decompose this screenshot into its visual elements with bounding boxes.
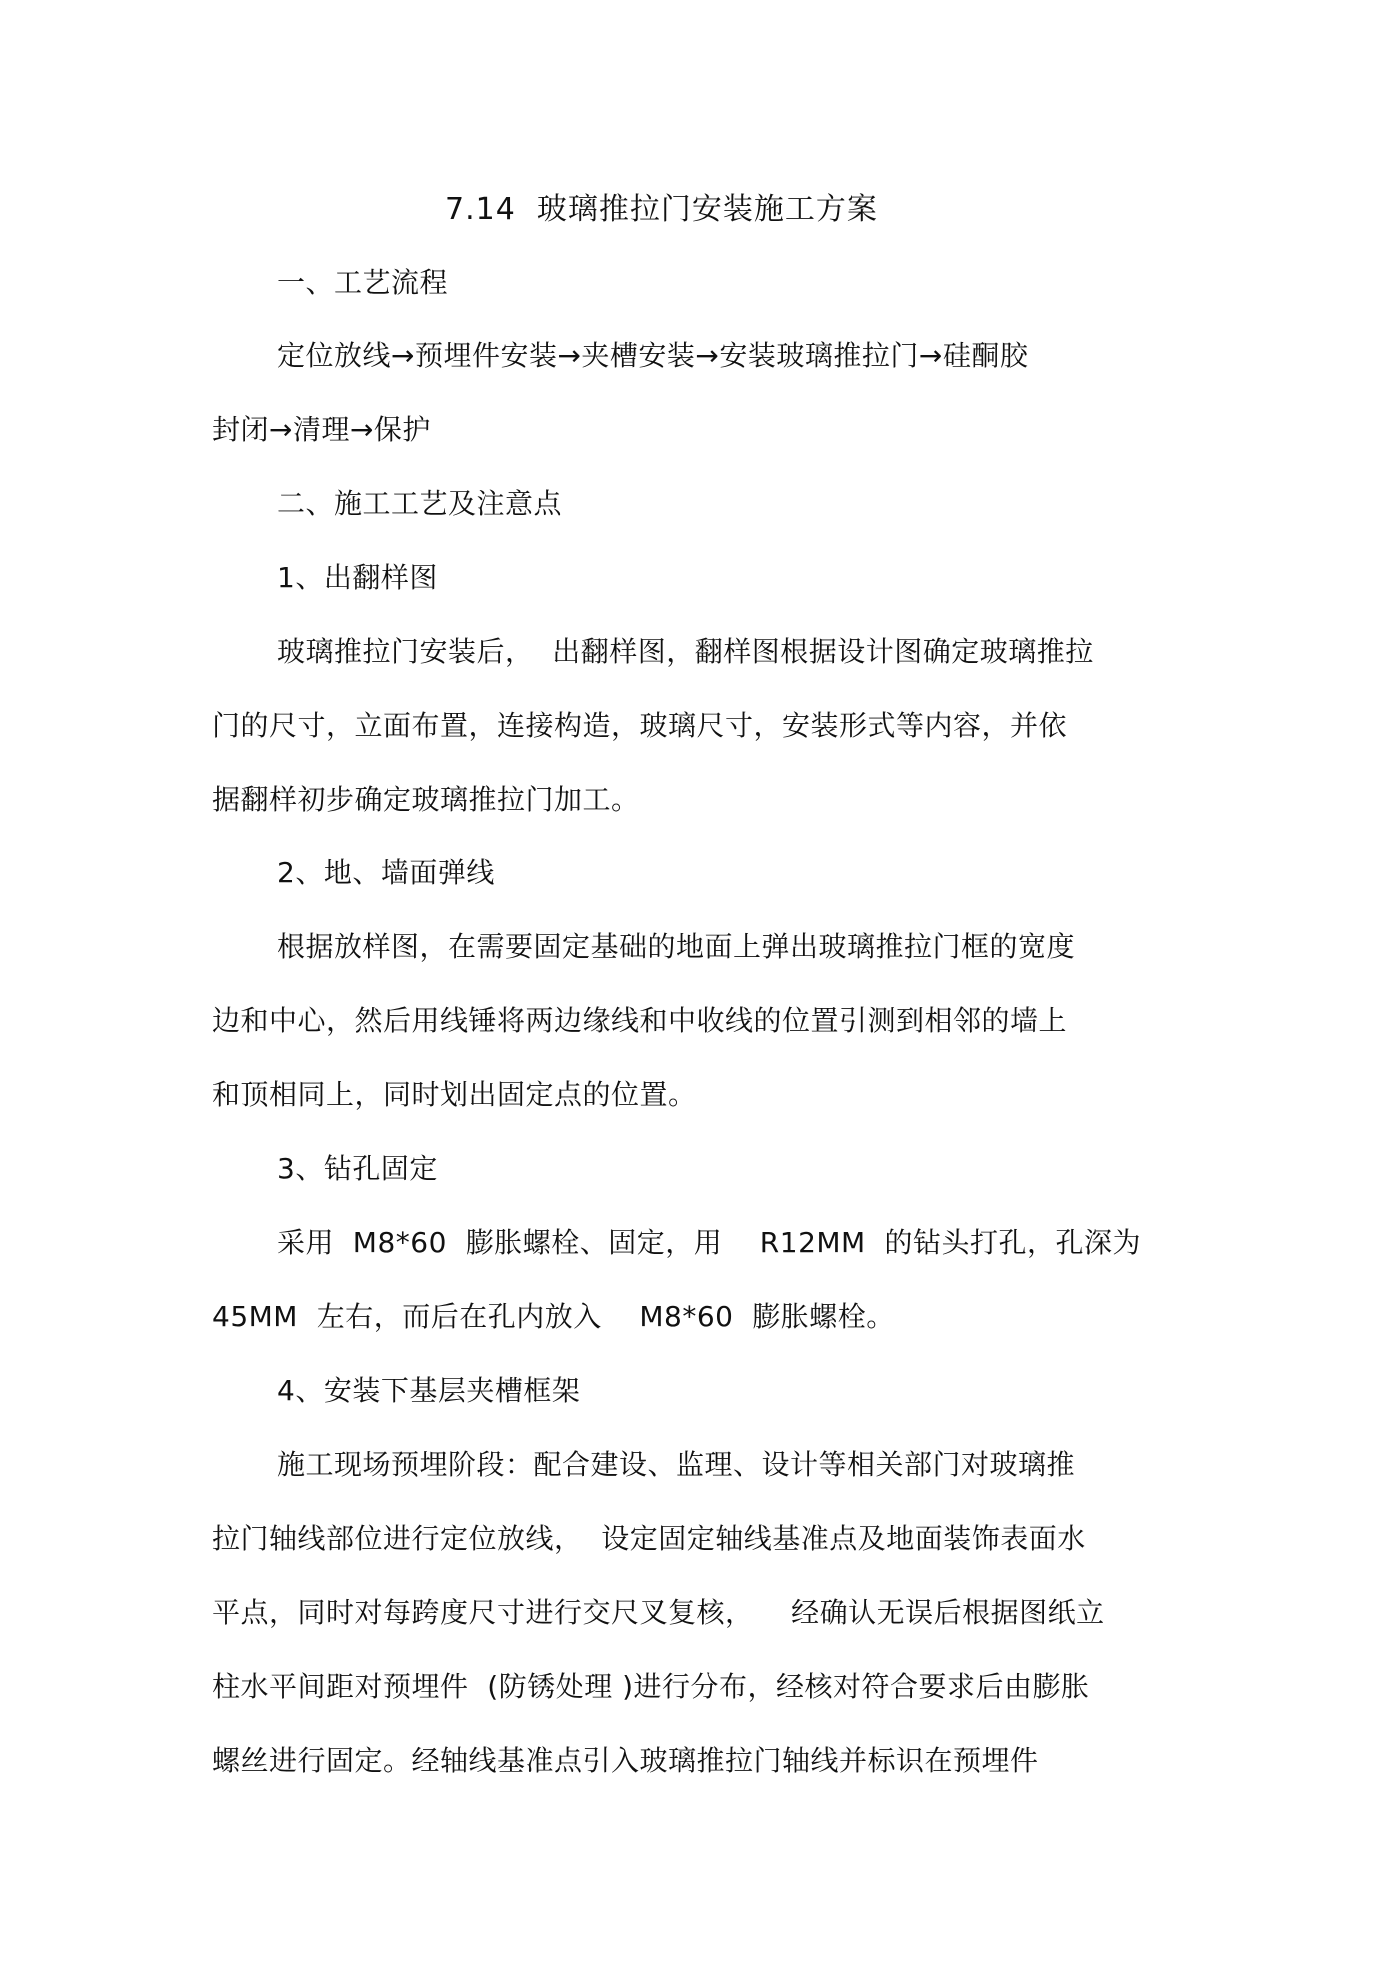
paragraph-line: 定位放线→预埋件安装→夹槽安装→安装玻璃推拉门→硅酮胶 bbox=[277, 339, 1029, 372]
paragraph-line: 拉门轴线部位进行定位放线， 设定固定轴线基准点及地面装饰表面水 bbox=[212, 1522, 1086, 1555]
paragraph-line: 采用 M8*60 膨胀螺栓、固定，用 R12MM 的钻头打孔，孔深为 bbox=[277, 1226, 1142, 1259]
section-heading-process: 一、工艺流程 bbox=[277, 266, 449, 299]
paragraph-line: 边和中心，然后用线锤将两边缘线和中收线的位置引测到相邻的墙上 bbox=[212, 1004, 1068, 1037]
paragraph-line: 玻璃推拉门安装后， 出翻样图，翻样图根据设计图确定玻璃推拉 bbox=[277, 635, 1094, 668]
paragraph-line: 45MM 左右，而后在孔内放入 M8*60 膨胀螺栓。 bbox=[212, 1300, 895, 1333]
subsection-heading: 2、地、墙面弹线 bbox=[277, 856, 495, 889]
paragraph-line: 据翻样初步确定玻璃推拉门加工。 bbox=[212, 783, 640, 816]
subsection-heading: 1、出翻样图 bbox=[277, 561, 438, 594]
section-heading-technique: 二、施工工艺及注意点 bbox=[277, 487, 563, 520]
paragraph-line: 平点，同时对每跨度尺寸进行交尺叉复核， 经确认无误后根据图纸立 bbox=[212, 1596, 1105, 1629]
paragraph-line: 根据放样图，在需要固定基础的地面上弹出玻璃推拉门框的宽度 bbox=[277, 930, 1076, 963]
paragraph-line: 门的尺寸，立面布置，连接构造，玻璃尺寸，安装形式等内容，并依 bbox=[212, 709, 1068, 742]
paragraph-line: 封闭→清理→保护 bbox=[212, 413, 431, 446]
paragraph-line: 柱水平间距对预埋件 (防锈处理 )进行分布，经核对符合要求后由膨胀 bbox=[212, 1670, 1090, 1703]
paragraph-line: 施工现场预埋阶段：配合建设、监理、设计等相关部门对玻璃推 bbox=[277, 1448, 1076, 1481]
paragraph-line: 和顶相同上，同时划出固定点的位置。 bbox=[212, 1078, 697, 1111]
paragraph-line: 螺丝进行固定。经轴线基准点引入玻璃推拉门轴线并标识在预埋件 bbox=[212, 1744, 1039, 1777]
subsection-heading: 3、钻孔固定 bbox=[277, 1152, 438, 1185]
document-title: 7.14 玻璃推拉门安装施工方案 bbox=[445, 192, 878, 227]
subsection-heading: 4、安装下基层夹槽框架 bbox=[277, 1374, 581, 1407]
